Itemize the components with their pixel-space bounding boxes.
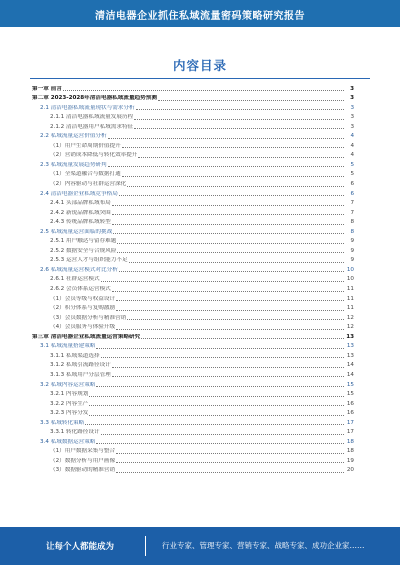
toc-entry-label: （1）用户生命周期价值提升 [50,142,121,149]
toc-leader-dots [116,300,344,301]
toc-entry-page: 16 [346,400,354,407]
toc-entry-page: 15 [346,391,354,398]
toc-leader-dots [141,338,344,339]
footer-tagline: 行业专家、管理专家、营销专家、战略专家、成功企业家…… [162,541,365,550]
toc-entry-page: 8 [350,219,354,226]
toc-entry-page: 9 [350,238,354,245]
toc-entry-label: 3.3 私域转化策略 [40,419,85,426]
toc-leader-dots [134,128,344,129]
toc-entry[interactable] [32,360,354,370]
toc-entry-page: 14 [346,371,354,378]
toc-entry-page: 6 [350,190,354,197]
toc-entry[interactable] [32,398,354,408]
toc-entry[interactable] [32,188,354,198]
toc-leader-dots [116,472,344,473]
toc-entry[interactable] [32,159,354,169]
toc-leader-dots [89,396,344,397]
toc-entry-label: 3.2.3 内容分发 [50,410,89,417]
toc-entry-page: 3 [350,104,354,111]
table-of-contents [32,83,354,474]
toc-entry-page: 15 [346,381,354,388]
toc-entry-label: （1）用户数据采集与整合 [50,448,116,455]
toc-entry-label: （2）内容驱动与社群运营深化 [50,181,127,188]
toc-leader-dots [127,186,344,187]
toc-entry-label: 2.4.2 新锐品牌私域突围 [50,209,111,216]
toc-entry-page: 4 [350,142,354,149]
toc-entry-page: 14 [346,362,354,369]
toc-entry-page: 3 [350,114,354,121]
toc-leader-dots [89,405,344,406]
toc-entry-page: 16 [346,410,354,417]
toc-entry-page: 10 [346,266,354,273]
report-title: 清洁电器企业抓住私域流量密码策略研究报告 [95,11,305,22]
toc-entry[interactable] [32,112,354,122]
toc-entry-page: 5 [350,161,354,168]
toc-entry[interactable] [32,331,354,341]
toc-entry-page: 13 [346,352,354,359]
toc-leader-dots [101,434,344,435]
toc-leader-dots [89,415,344,416]
toc-entry-page: 11 [346,286,354,293]
toc-entry[interactable] [32,427,354,437]
toc-heading-divider [30,78,370,79]
toc-entry-page: 20 [346,467,354,474]
toc-entry[interactable] [32,417,354,427]
toc-entry-label: 3.1.2 私域引流路径设计 [50,362,111,369]
toc-leader-dots [112,224,344,225]
toc-entry[interactable] [32,207,354,217]
toc-leader-dots [116,462,344,463]
toc-entry-label: 2.6.1 社群运营模式 [50,276,100,283]
toc-leader-dots [158,100,344,101]
toc-entry-label: 2.4.1 头部品牌私域布局 [50,200,111,207]
toc-leader-dots [116,453,344,454]
toc-entry[interactable] [32,389,354,399]
toc-leader-dots [122,147,344,148]
toc-leader-dots [116,310,344,311]
toc-entry[interactable] [32,312,354,322]
toc-leader-dots [101,357,344,358]
toc-entry-label: 2.1.2 清洁电器用户私域需求特征 [50,123,134,130]
toc-entry[interactable] [32,293,354,303]
toc-entry-label: 第二章 2023-2028年清洁电器私域流量趋势预测 [32,95,157,102]
toc-entry-page: 12 [346,324,354,331]
toc-entry-label: 2.5.1 用户触达与留存难题 [50,238,117,245]
toc-entry[interactable] [32,255,354,265]
toc-entry[interactable] [32,274,354,284]
toc-leader-dots [112,205,344,206]
toc-entry-page: 6 [350,181,354,188]
toc-entry-page: 9 [350,257,354,264]
toc-entry-page: 12 [346,314,354,321]
toc-entry[interactable] [32,93,354,103]
toc-entry[interactable] [32,83,354,93]
toc-entry-label: 2.4.3 传统品牌私域转型 [50,219,111,226]
toc-entry-page: 7 [350,209,354,216]
toc-entry-page: 4 [350,133,354,140]
toc-entry-label: 2.2 私域流量运营价值分析 [40,133,107,140]
toc-leader-dots [138,157,344,158]
toc-entry-page: 18 [346,438,354,445]
toc-entry[interactable] [32,236,354,246]
toc-entry-label: （2）积分体系与复购激励 [50,305,116,312]
toc-entry[interactable] [32,102,354,112]
header-bar [0,0,400,27]
toc-leader-dots [96,386,344,387]
toc-entry-label: 3.2.1 内容规划 [50,391,89,398]
toc-entry[interactable] [32,379,354,389]
toc-entry[interactable] [32,369,354,379]
toc-leader-dots [112,214,344,215]
toc-entry-label: 2.5.3 运营人才与组织能力不足 [50,257,128,264]
toc-entry-label: （1）会员等级与权益设计 [50,295,116,302]
footer-slogan: 让每个人都能成为 [46,542,115,552]
toc-entry[interactable] [32,169,354,179]
toc-entry[interactable] [32,436,354,446]
toc-entry[interactable] [32,446,354,456]
toc-leader-dots [63,90,344,91]
toc-leader-dots [119,195,344,196]
toc-entry-page: 17 [346,419,354,426]
toc-entry[interactable] [32,322,354,332]
toc-entry-page: 5 [350,171,354,178]
toc-entry-label: （3）数据驱动的精准营销 [50,467,116,474]
toc-leader-dots [112,367,344,368]
toc-entry-label: 第三章 清洁电器企业私域流量运营策略研究 [32,333,141,340]
toc-entry-page: 9 [350,247,354,254]
toc-entry-page: 11 [346,305,354,312]
toc-leader-dots [85,424,344,425]
toc-entry[interactable] [32,178,354,188]
toc-entry-page: 3 [350,95,354,102]
toc-heading: 内容目录 [172,58,227,73]
footer-divider [145,536,146,556]
toc-entry-page: 13 [346,343,354,350]
toc-entry-page: 11 [346,295,354,302]
toc-entry[interactable] [32,226,354,236]
toc-leader-dots [108,166,344,167]
toc-leader-dots [116,329,344,330]
toc-entry-label: （3）会员数据分析与精准营销 [50,314,127,321]
toc-entry-page: 4 [350,152,354,159]
toc-entry-page: 19 [346,457,354,464]
toc-entry-label: 2.4 清洁电器企业私域竞争格局 [40,190,118,197]
toc-entry-label: 2.6.2 会员体系运营模式 [50,286,111,293]
toc-entry-label: （1）全渠道融合与数据打通 [50,171,121,178]
toc-entry[interactable] [32,465,354,475]
toc-leader-dots [112,376,344,377]
toc-entry[interactable] [32,150,354,160]
toc-leader-dots [136,109,344,110]
toc-leader-dots [108,138,344,139]
toc-entry[interactable] [32,341,354,351]
toc-entry[interactable] [32,303,354,313]
toc-leader-dots [119,271,344,272]
toc-entry[interactable] [32,198,354,208]
toc-entry-label: 第一章 前言 [32,85,62,92]
toc-entry[interactable] [32,264,354,274]
toc-entry-label: 3.3.1 转化路径设计 [50,429,100,436]
toc-entry[interactable] [32,455,354,465]
toc-entry[interactable] [32,283,354,293]
toc-entry-page: 10 [346,276,354,283]
toc-entry-label: 2.3 私域流量发展趋势研判 [40,161,107,168]
footer-bar [0,527,400,565]
toc-entry-page: 3 [350,123,354,130]
toc-entry-label: 2.1 清洁电器私域流量现状与需求分析 [40,104,135,111]
toc-entry[interactable] [32,350,354,360]
toc-entry-label: （4）会员服务与体验升级 [50,324,116,331]
toc-entry-label: 2.6 私域流量运营模式对比分析 [40,266,118,273]
toc-entry[interactable] [32,131,354,141]
toc-entry-page: 8 [350,228,354,235]
toc-entry-page: 7 [350,200,354,207]
toc-entry-label: 3.1.3 私域用户分层管理 [50,371,111,378]
toc-entry-page: 17 [346,429,354,436]
toc-entry[interactable] [32,217,354,227]
toc-entry-label: 3.2 私域内容运营策略 [40,381,96,388]
toc-entry[interactable] [32,245,354,255]
toc-leader-dots [113,233,344,234]
toc-entry[interactable] [32,140,354,150]
toc-leader-dots [129,262,344,263]
toc-leader-dots [117,252,344,253]
toc-entry-label: 2.5 私域流量运营面临的挑战 [40,228,113,235]
toc-leader-dots [96,348,344,349]
toc-leader-dots [101,281,344,282]
toc-leader-dots [96,443,344,444]
toc-leader-dots [127,319,344,320]
toc-entry-label: 2.5.2 数据安全与合规风险 [50,247,117,254]
toc-entry-page: 13 [346,333,354,340]
toc-entry-page: 18 [346,448,354,455]
toc-leader-dots [117,243,344,244]
toc-entry[interactable] [32,121,354,131]
toc-entry-label: （2）数据分析与用户画像 [50,457,116,464]
toc-leader-dots [112,291,344,292]
toc-leader-dots [134,119,344,120]
toc-entry-label: 3.4 私域数据运营策略 [40,438,96,445]
toc-entry-label: 2.1.1 清洁电器私域流量发展历程 [50,114,134,121]
toc-entry[interactable] [32,408,354,418]
toc-entry-label: 3.1 私域流量搭建策略 [40,343,96,350]
toc-entry-label: 3.2.2 内容生产 [50,400,89,407]
toc-entry-label: （2）营销成本降低与转化效率提升 [50,152,138,159]
toc-entry-page: 3 [350,85,354,92]
toc-leader-dots [122,176,344,177]
toc-entry-label: 3.1.1 私域渠道选择 [50,352,100,359]
